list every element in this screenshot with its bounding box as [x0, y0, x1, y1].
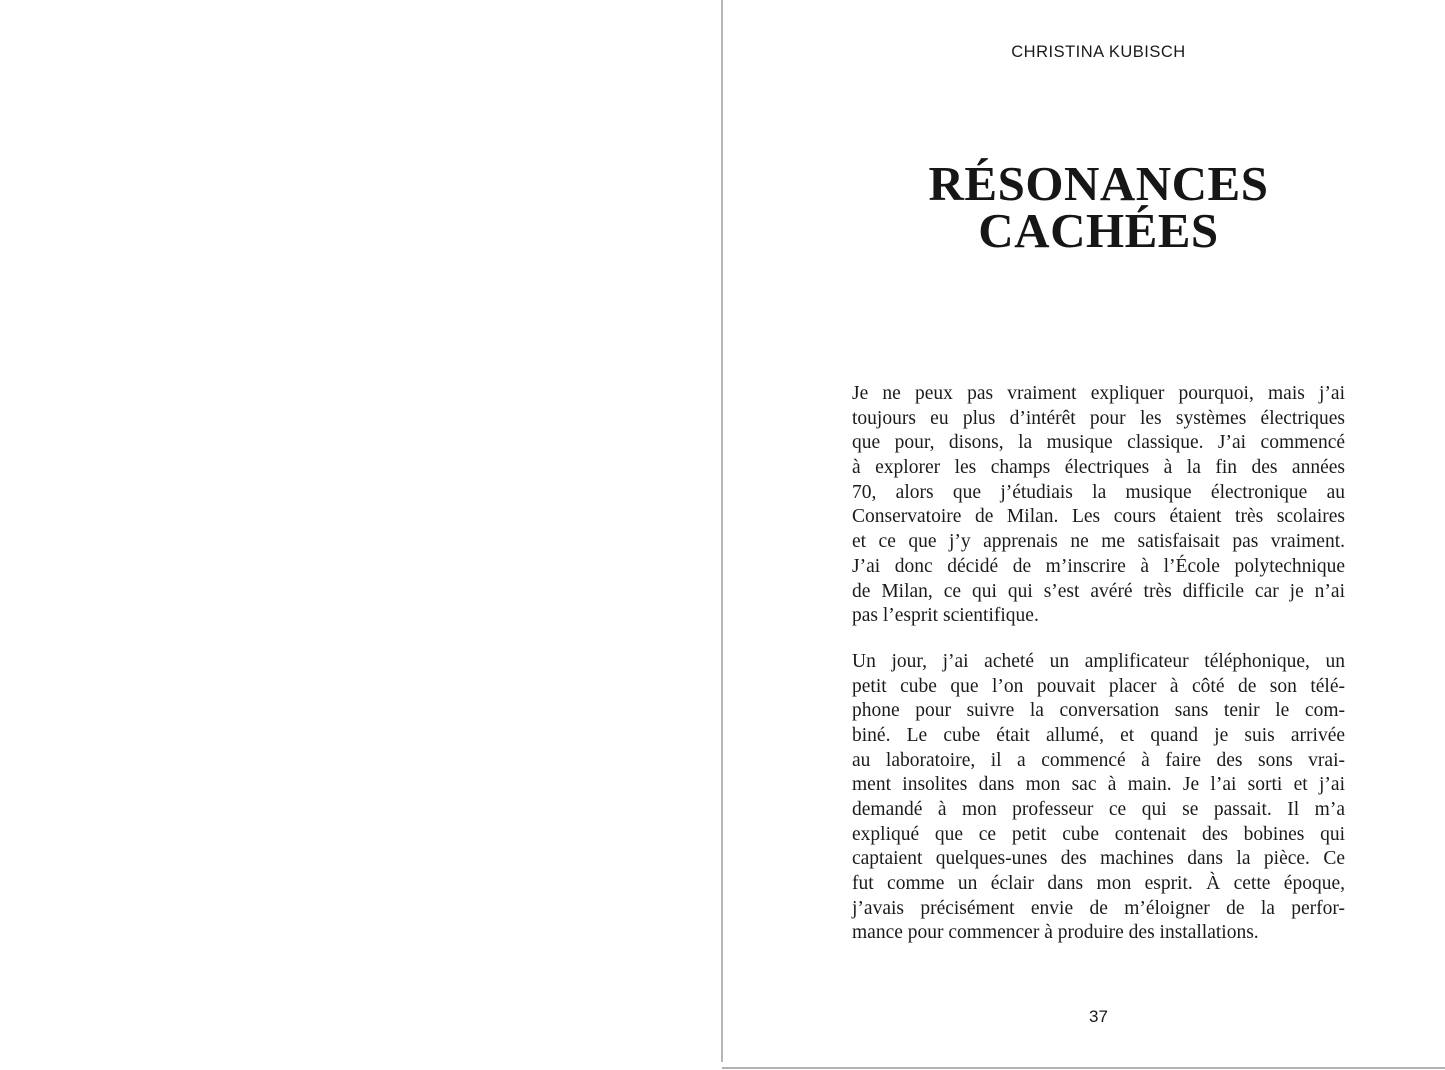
- text-line: phone pour suivre la conversation sans tenir le com-: [852, 700, 1345, 722]
- text-line: Conservatoire de Milan. Les cours étaient très scolaires: [852, 506, 1345, 528]
- page-number: 37: [1089, 1007, 1108, 1026]
- text-line: 70, alors que j’étudiais la musique électronique au: [852, 481, 1345, 503]
- text-line: biné. Le cube était allumé, et quand je suis arrivée: [852, 724, 1345, 746]
- text-line: captaient quelques-unes des machines dans la pièce. Ce: [852, 848, 1345, 870]
- right-page-content: [852, 0, 1345, 1070]
- text-line: demandé à mon professeur ce qui se passait. Il m’a: [852, 799, 1345, 820]
- chapter-title-line1: RÉSONANCES: [928, 156, 1269, 211]
- text-line: j’avais précisément envie de m’éloigner de la perfor-: [852, 897, 1345, 919]
- text-line: à explorer les champs électriques à la fin des années: [852, 457, 1345, 479]
- running-header: CHRISTINA KUBISCH: [1011, 43, 1186, 61]
- chapter-title-line2: CACHÉES: [978, 203, 1219, 258]
- text-line: mance pour commencer à produire des installations.: [852, 922, 1259, 944]
- text-line: ment insolites dans mon sac à main. Je l’ai sorti et j’ai: [852, 774, 1345, 796]
- text-line: Je ne peux pas vraiment expliquer pourquoi, mais j’ai: [852, 383, 1345, 404]
- text-line: que pour, disons, la musique classique. J’ai commencé: [852, 432, 1345, 454]
- paragraph-1: [852, 382, 1345, 629]
- right-page: [723, 0, 1445, 1070]
- text-line: au laboratoire, il a commencé à faire des sons vrai-: [852, 749, 1345, 771]
- text-line: expliqué que ce petit cube contenait des bobines qui: [852, 823, 1345, 845]
- left-page-blank: [0, 0, 721, 1070]
- text-line: fut comme un éclair dans mon esprit. À cette époque,: [852, 873, 1345, 895]
- bottom-rule-line: [722, 1067, 1445, 1069]
- paragraph-2: [852, 650, 1345, 946]
- chapter-title: [832, 156, 1365, 258]
- body-text: [852, 382, 1345, 946]
- text-line: toujours eu plus d’intérêt pour les systèmes électriques: [852, 407, 1345, 429]
- text-line: petit cube que l’on pouvait placer à côté de son télé-: [852, 675, 1345, 697]
- text-line: pas l’esprit scientifique.: [852, 605, 1039, 627]
- text-line: et ce que j’y apprenais ne me satisfaisait pas vraiment.: [852, 531, 1345, 553]
- text-line: de Milan, ce qui qui s’est avéré très difficile car je n’ai: [852, 580, 1345, 602]
- text-line: J’ai donc décidé de m’inscrire à l’École polytechnique: [852, 555, 1345, 577]
- text-line: Un jour, j’ai acheté un amplificateur téléphonique, un: [852, 650, 1345, 672]
